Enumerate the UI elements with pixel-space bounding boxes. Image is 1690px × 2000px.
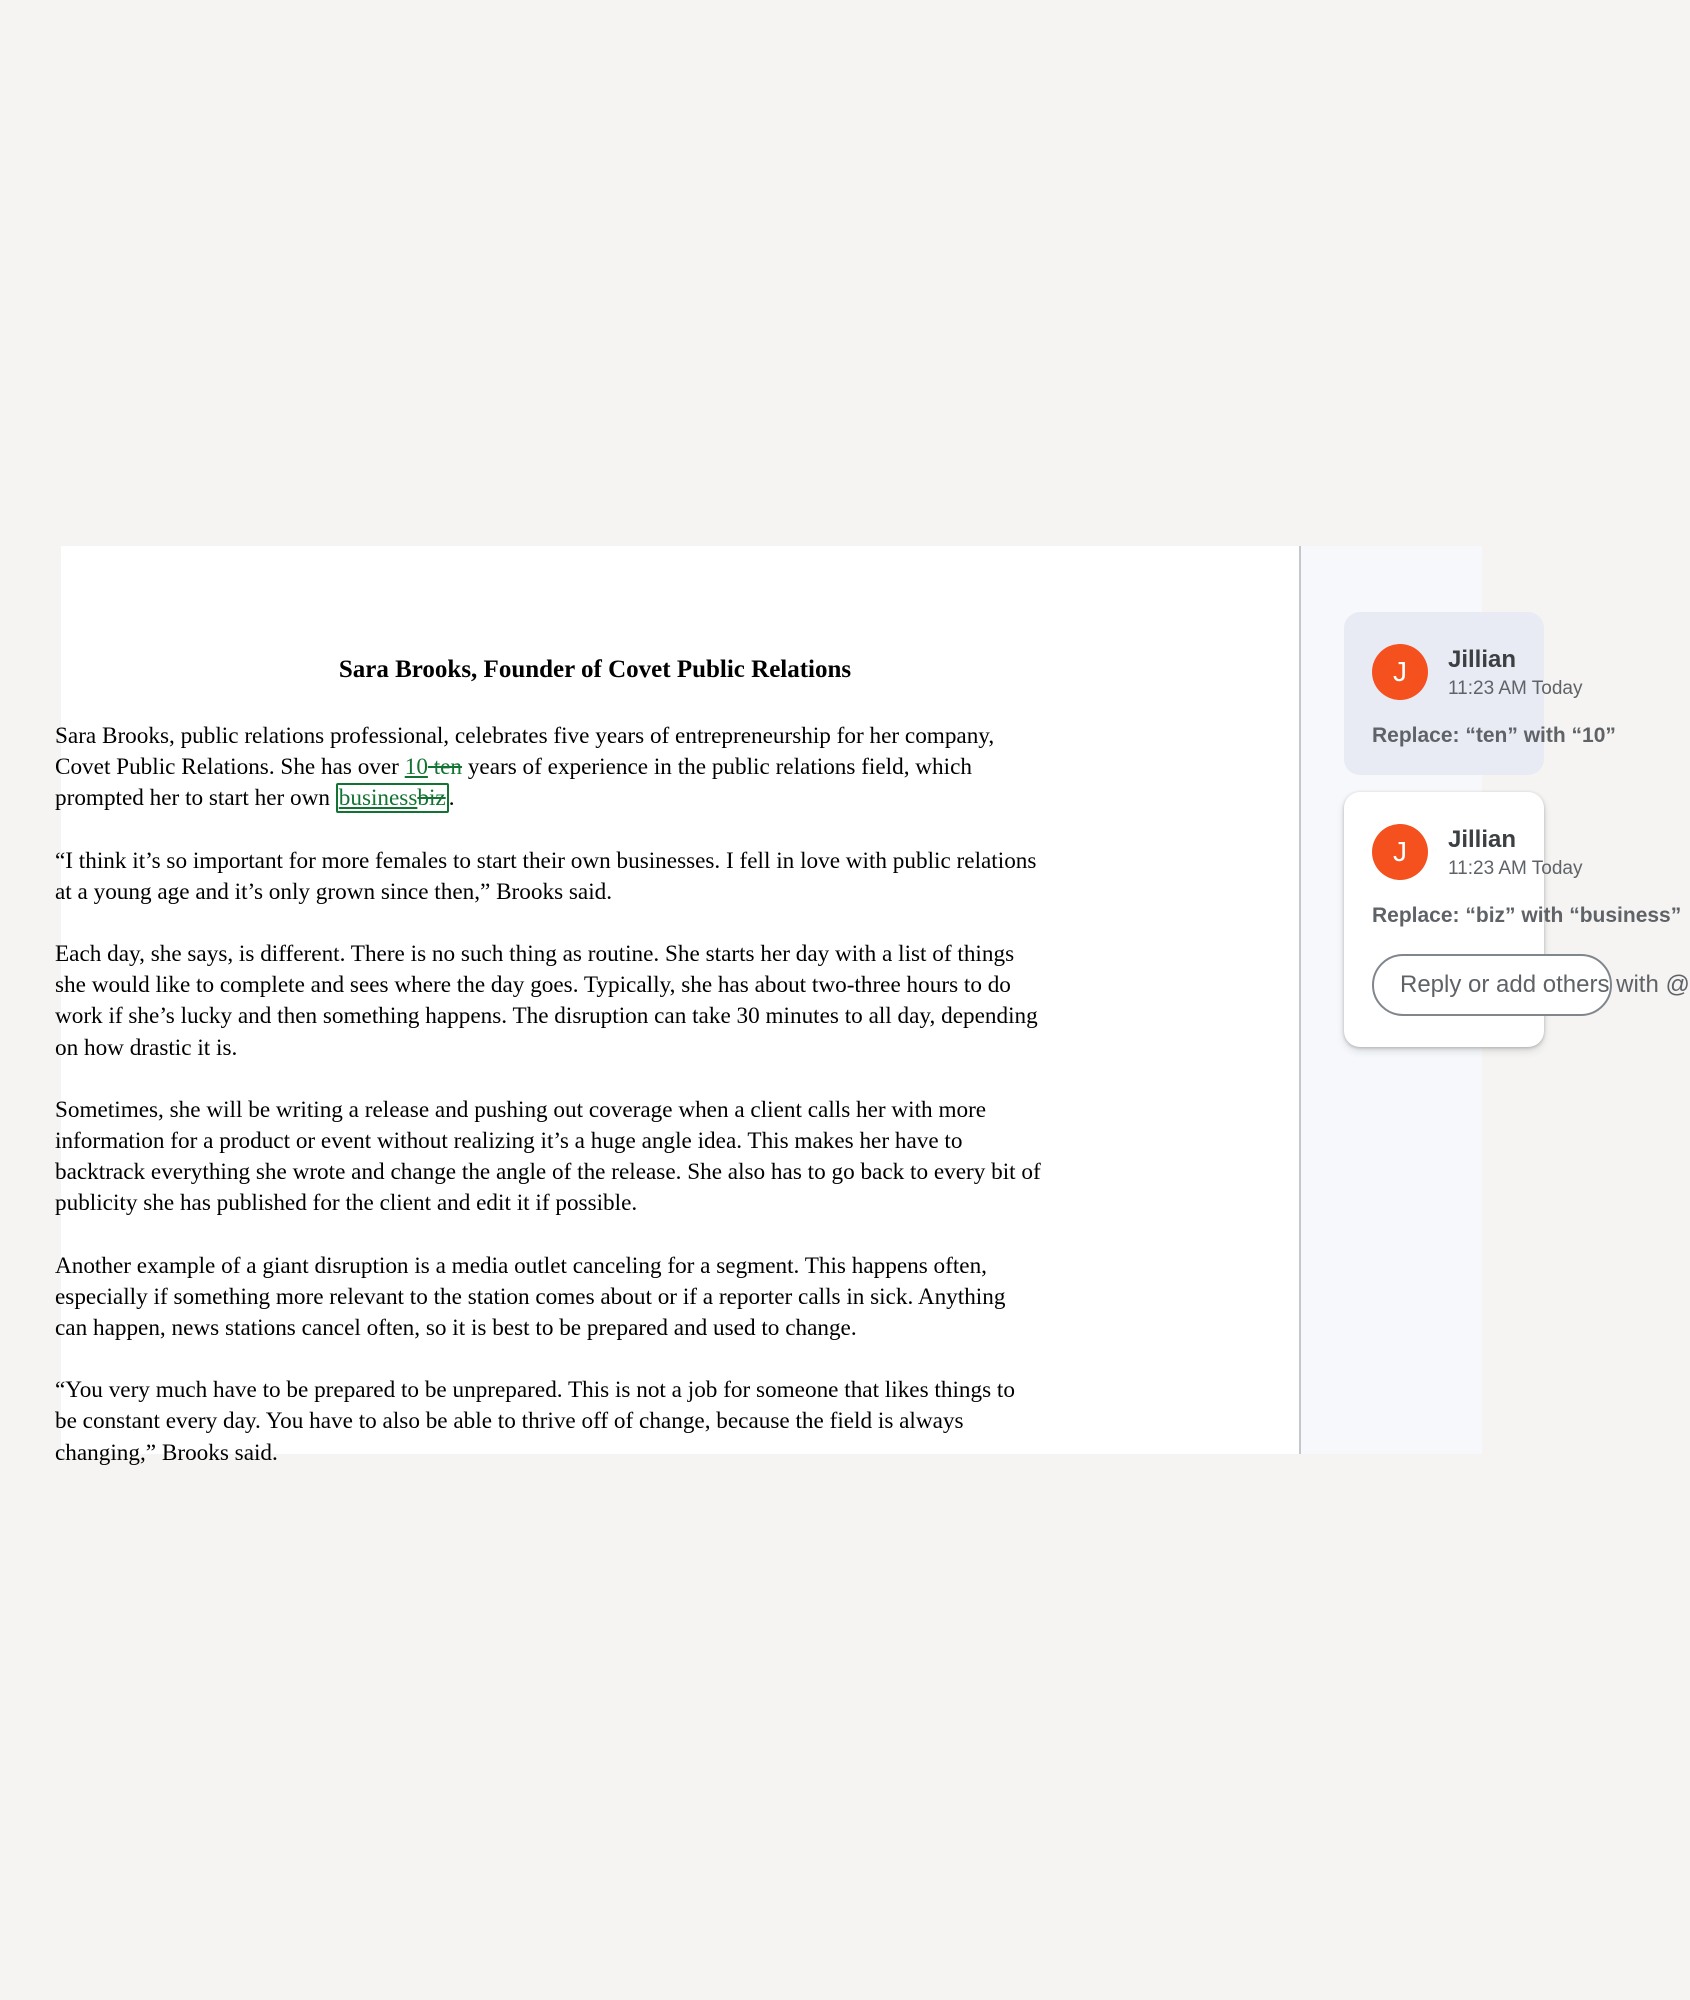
comment-author: Jillian <box>1448 826 1517 853</box>
text-line: at a young age and it’s only grown since then,” Brooks said. <box>55 878 613 905</box>
text-line: changing,” Brooks said. <box>55 1439 278 1466</box>
text-line: work if she’s lucky and then something happens. The disruption can take 30 minutes to all day, depending <box>55 1003 1038 1030</box>
document-body[interactable] <box>55 721 1255 1500</box>
comment-author: Jillian <box>1448 646 1517 673</box>
comment-timestamp: 11:23 AM Today <box>1448 858 1583 879</box>
text-line: Sara Brooks, public relations professional, celebrates five years of entrepreneurship for her company, <box>55 723 995 749</box>
text-line: Covet Public Relations. She has over <box>55 754 405 781</box>
avatar: J <box>1372 644 1428 700</box>
suggestion-text: Replace: “ten” with “10” <box>1372 724 1616 747</box>
paragraph-1 <box>55 721 1255 815</box>
text-line: be constant every day. You have to also be able to thrive off of change, because the field is always <box>55 1408 964 1435</box>
suggestion-text: Replace: “biz” with “business” <box>1372 904 1682 927</box>
comments-sidebar <box>1301 546 1690 1454</box>
paragraph-2 <box>55 846 1255 908</box>
text-line: information for a product or event without realizing it’s a huge angle idea. This makes her have to <box>55 1128 963 1155</box>
comment-timestamp: 11:23 AM Today <box>1448 678 1583 699</box>
avatar: J <box>1372 824 1428 880</box>
paragraph-5 <box>55 1251 1255 1345</box>
document-title: Sara Brooks, Founder of Covet Public Relations <box>338 656 852 683</box>
paragraph-6 <box>55 1375 1255 1469</box>
text-line: . <box>448 785 455 812</box>
text-line: Sometimes, she will be writing a release and pushing out coverage when a client calls her with more <box>55 1096 987 1123</box>
selected-suggestion[interactable] <box>336 783 449 813</box>
text-line: on how drastic it is. <box>55 1034 238 1061</box>
text-line: Another example of a giant disruption is a media outlet canceling for a segment. This happens often, <box>55 1252 987 1279</box>
suggestion-card[interactable] <box>1344 612 1616 775</box>
suggested-deletion[interactable]: ten <box>427 754 463 781</box>
text-line: especially if something more relevant to the station comes about or if a reporter calls in sick. Anything <box>55 1283 1006 1310</box>
text-line: backtrack everything she wrote and change the angle of the release. She also has to go back to every bit of <box>55 1159 1041 1186</box>
text-line: Each day, she says, is different. There is no such thing as routine. She starts her day with a list of things <box>55 941 1015 968</box>
suggestion-card-active[interactable] <box>1344 792 1690 1047</box>
app-window <box>55 546 1690 1466</box>
text-line: can happen, news stations cancel often, so it is best to be prepared and used to change. <box>55 1315 857 1342</box>
suggested-insertion[interactable]: 10 <box>404 754 428 781</box>
text-line: publicity she has published for the client and edit it if possible. <box>55 1190 638 1217</box>
paragraph-3 <box>55 939 1255 1064</box>
suggested-insertion[interactable]: business <box>338 785 418 812</box>
document-canvas[interactable] <box>55 546 1299 1466</box>
text-line: “I think it’s so important for more females to start their own businesses. I fell in love with public relations <box>55 847 1037 874</box>
text-line: “You very much have to be prepared to be unprepared. This is not a job for someone that likes things to <box>55 1377 1015 1404</box>
text-line: she would like to complete and sees where the day goes. Typically, she has about two-three hours to do <box>55 972 1011 999</box>
text-line: years of experience in the public relations field, which <box>462 754 972 781</box>
text-line: prompted her to start her own <box>55 785 336 812</box>
paragraph-4 <box>55 1095 1255 1220</box>
suggested-deletion[interactable]: biz <box>417 785 446 812</box>
reply-input[interactable]: Reply or add others with @ <box>1372 954 1612 1016</box>
